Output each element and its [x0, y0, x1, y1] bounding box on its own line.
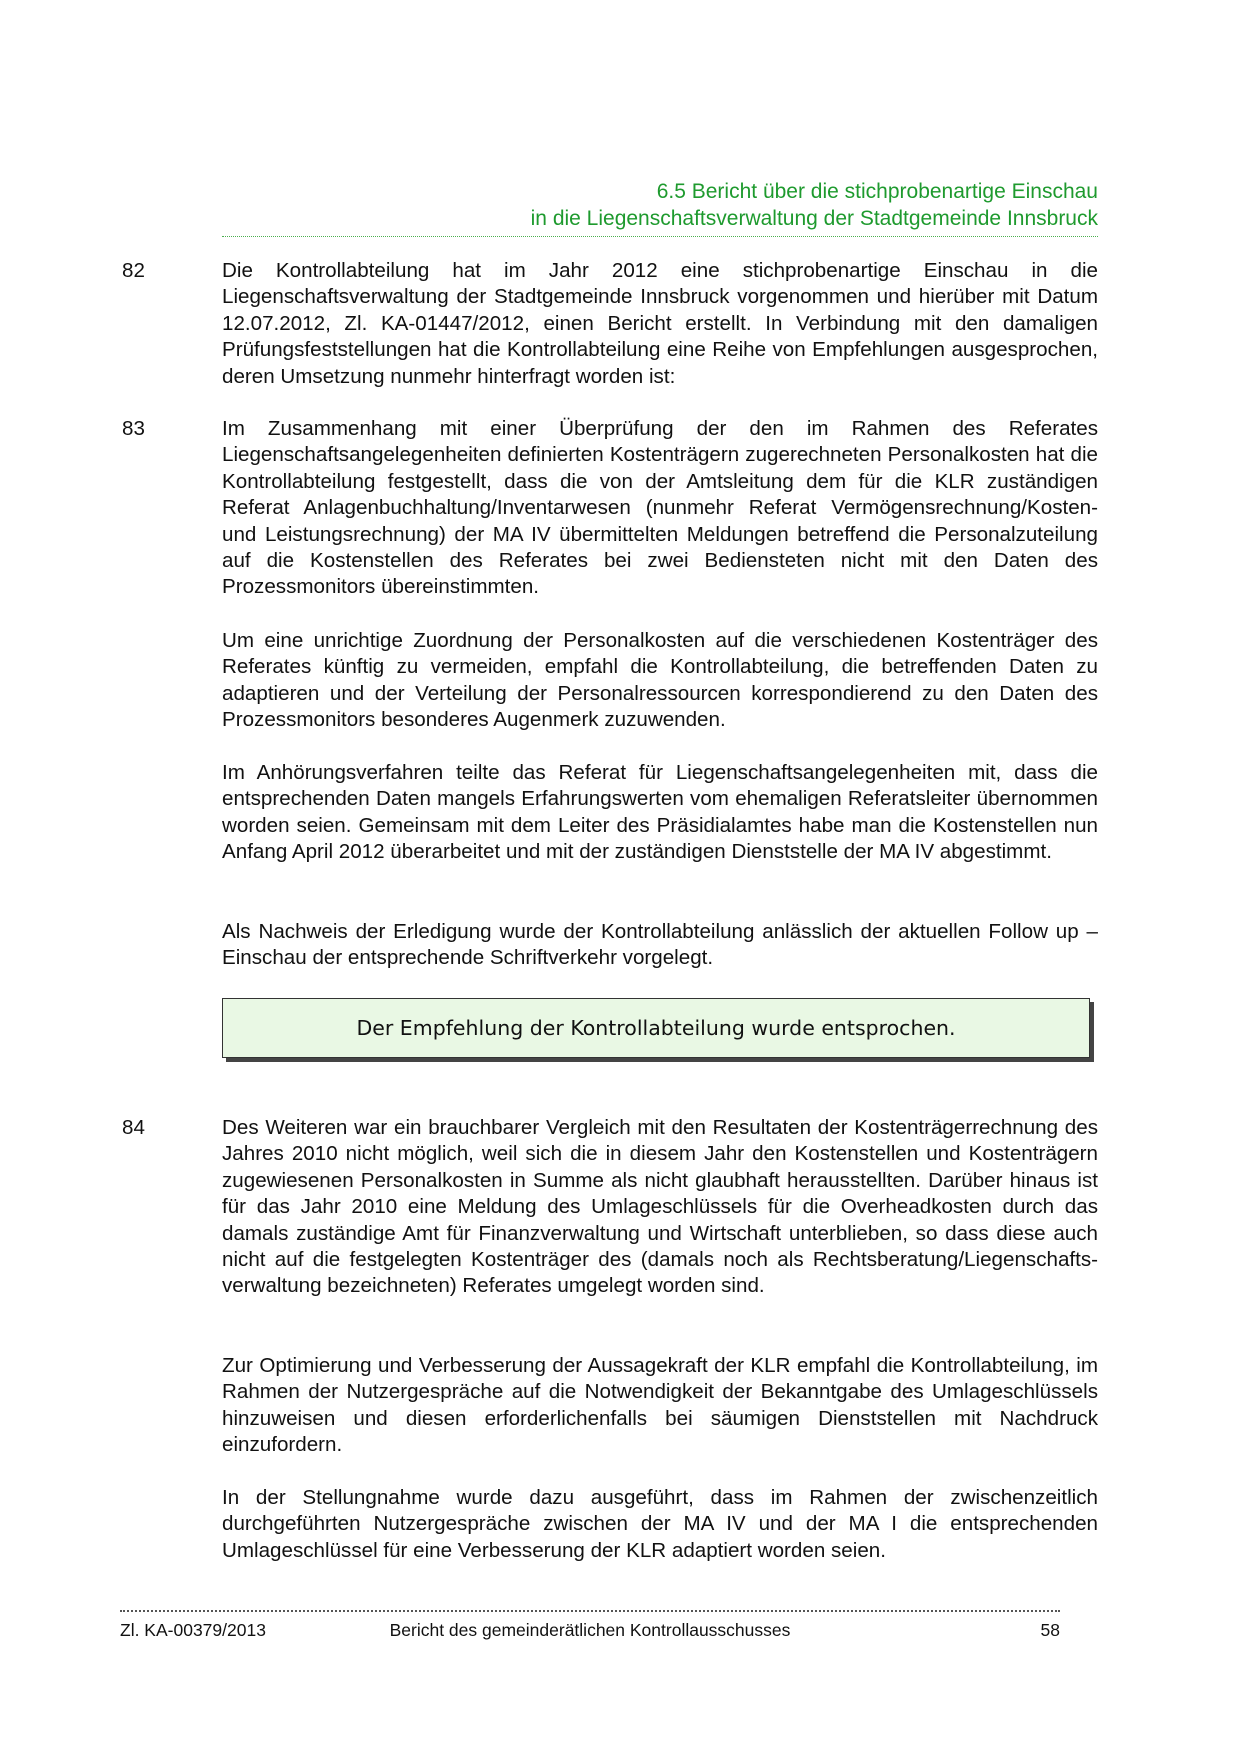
paragraph-number-83: 83 — [122, 417, 145, 440]
footer-title: Bericht des gemeinderätlichen Kontrollausschusses — [389, 1620, 791, 1640]
header-divider — [222, 236, 1098, 237]
paragraph-84-c: In der Stellungnahme wurde dazu ausgeführt, dass im Rahmen der zwischenzeitlich durchgeführten Nutzergespräche zwischen der MA IV und der MA I die entsprechenden Umlageschlüssel für eine Verbesserung der KLR adaptiert worden seien. — [222, 1486, 1098, 1562]
paragraph-83-b: Um eine unrichtige Zuordnung der Personalkosten auf die verschiedenen Kostenträger des Referates künftig zu vermeiden, empfahl die Kontrollabteilung, die betreffenden Daten zu adaptieren und der Verteilung der Personalressourcen korrespondierend zu den Daten des Prozessmonitors besonderes Augenmerk zuzuwenden. — [222, 629, 1098, 732]
section-header — [222, 178, 1098, 232]
paragraph-number-82: 82 — [122, 259, 145, 282]
page-number: 58 — [1040, 1620, 1060, 1640]
paragraph-83-c: Im Anhörungsverfahren teilte das Referat für Liegenschaftsangelegenheiten mit, dass die entsprechenden Daten mangels Erfahrungswerten vom ehemaligen Referatsleiter übernommen worden seien. Gemeinsam mit dem Leiter des Präsidialamtes habe man die Kostenstellen nun Anfang April 2012 überarbeitet und mit der zuständigen Dienststelle der MA IV abgestimmt. — [222, 761, 1098, 864]
recommendation-fulfilled-box: Der Empfehlung der Kontrollabteilung wurde entsprochen. — [222, 998, 1090, 1058]
paragraph-83-a: Im Zusammenhang mit einer Überprüfung der den im Rahmen des Referates Liegenschaftsangelegenheiten definierten Kostenträgern zugerechneten Personalkosten hat die Kontrollabteilung festgestellt, dass die von der Amtsleitung dem für die KLR zuständigen Referat Anlagenbuchhaltung/Inventarwesen (nunmehr Referat Vermögensrechnung/Kosten- und Leistungsrechnung) der MA IV übermittelten Meldungen betreffend die Personalzuteilung auf die Kostenstellen des Referates bei zwei Bediensteten nicht mit den Daten des Prozessmonitors übereinstimmten. — [222, 417, 1098, 599]
paragraph-84-a: Des Weiteren war ein brauchbarer Vergleich mit den Resultaten der Kostenträgerrechnung des Jahres 2010 nicht möglich, weil sich die in diesem Jahr den Kostenstellen und Kostenträgern zugewiesenen Personalkosten in Summe als nicht glaubhaft herausstellten. Darüber hinaus ist für das Jahr 2010 eine Meldung des Umlageschlüssels für die Overheadkosten durch das damals zuständige Amt für Finanzverwaltung und Wirtschaft unterblieben, so dass diese auch nicht auf die festgelegten Kostenträger des (damals noch als Rechtsberatung/Liegenschafts-verwaltung bezeichneten) Referates umgelegt worden sind. — [222, 1116, 1098, 1298]
section-header-line1: 6.5 Bericht über die stichprobenartige Einschau — [656, 180, 1098, 203]
footer-divider — [120, 1610, 1060, 1612]
paragraph-84-b: Zur Optimierung und Verbesserung der Aussagekraft der KLR empfahl die Kontrollabteilung, im Rahmen der Nutzergespräche auf die Notwendigkeit der Bekanntgabe des Umlageschlüssels hinzuweisen und diesen erforderlichenfalls bei säumigen Dienststellen mit Nachdruck einzufordern. — [222, 1354, 1098, 1457]
paragraph-number-84: 84 — [122, 1116, 145, 1139]
section-header-line2: in die Liegenschaftsverwaltung der Stadtgemeinde Innsbruck — [530, 207, 1098, 230]
footer-reference: Zl. KA-00379/2013 — [120, 1620, 266, 1640]
paragraph-83-d: Als Nachweis der Erledigung wurde der Kontrollabteilung anlässlich der aktuellen Follow up – Einschau der entsprechende Schriftverkehr vorgelegt. — [222, 920, 1098, 970]
paragraph-82: Die Kontrollabteilung hat im Jahr 2012 eine stichprobenartige Einschau in die Liegenschaftsverwaltung der Stadtgemeinde Innsbruck vorgenommen und hierüber mit Datum 12.07.2012, Zl. KA-01447/2012, einen Bericht erstellt. In Verbindung mit den damaligen Prüfungsfeststellungen hat die Kontrollabteilung eine Reihe von Empfehlungen ausgesprochen, deren Umsetzung nunmehr hinterfragt worden ist: — [222, 259, 1098, 388]
